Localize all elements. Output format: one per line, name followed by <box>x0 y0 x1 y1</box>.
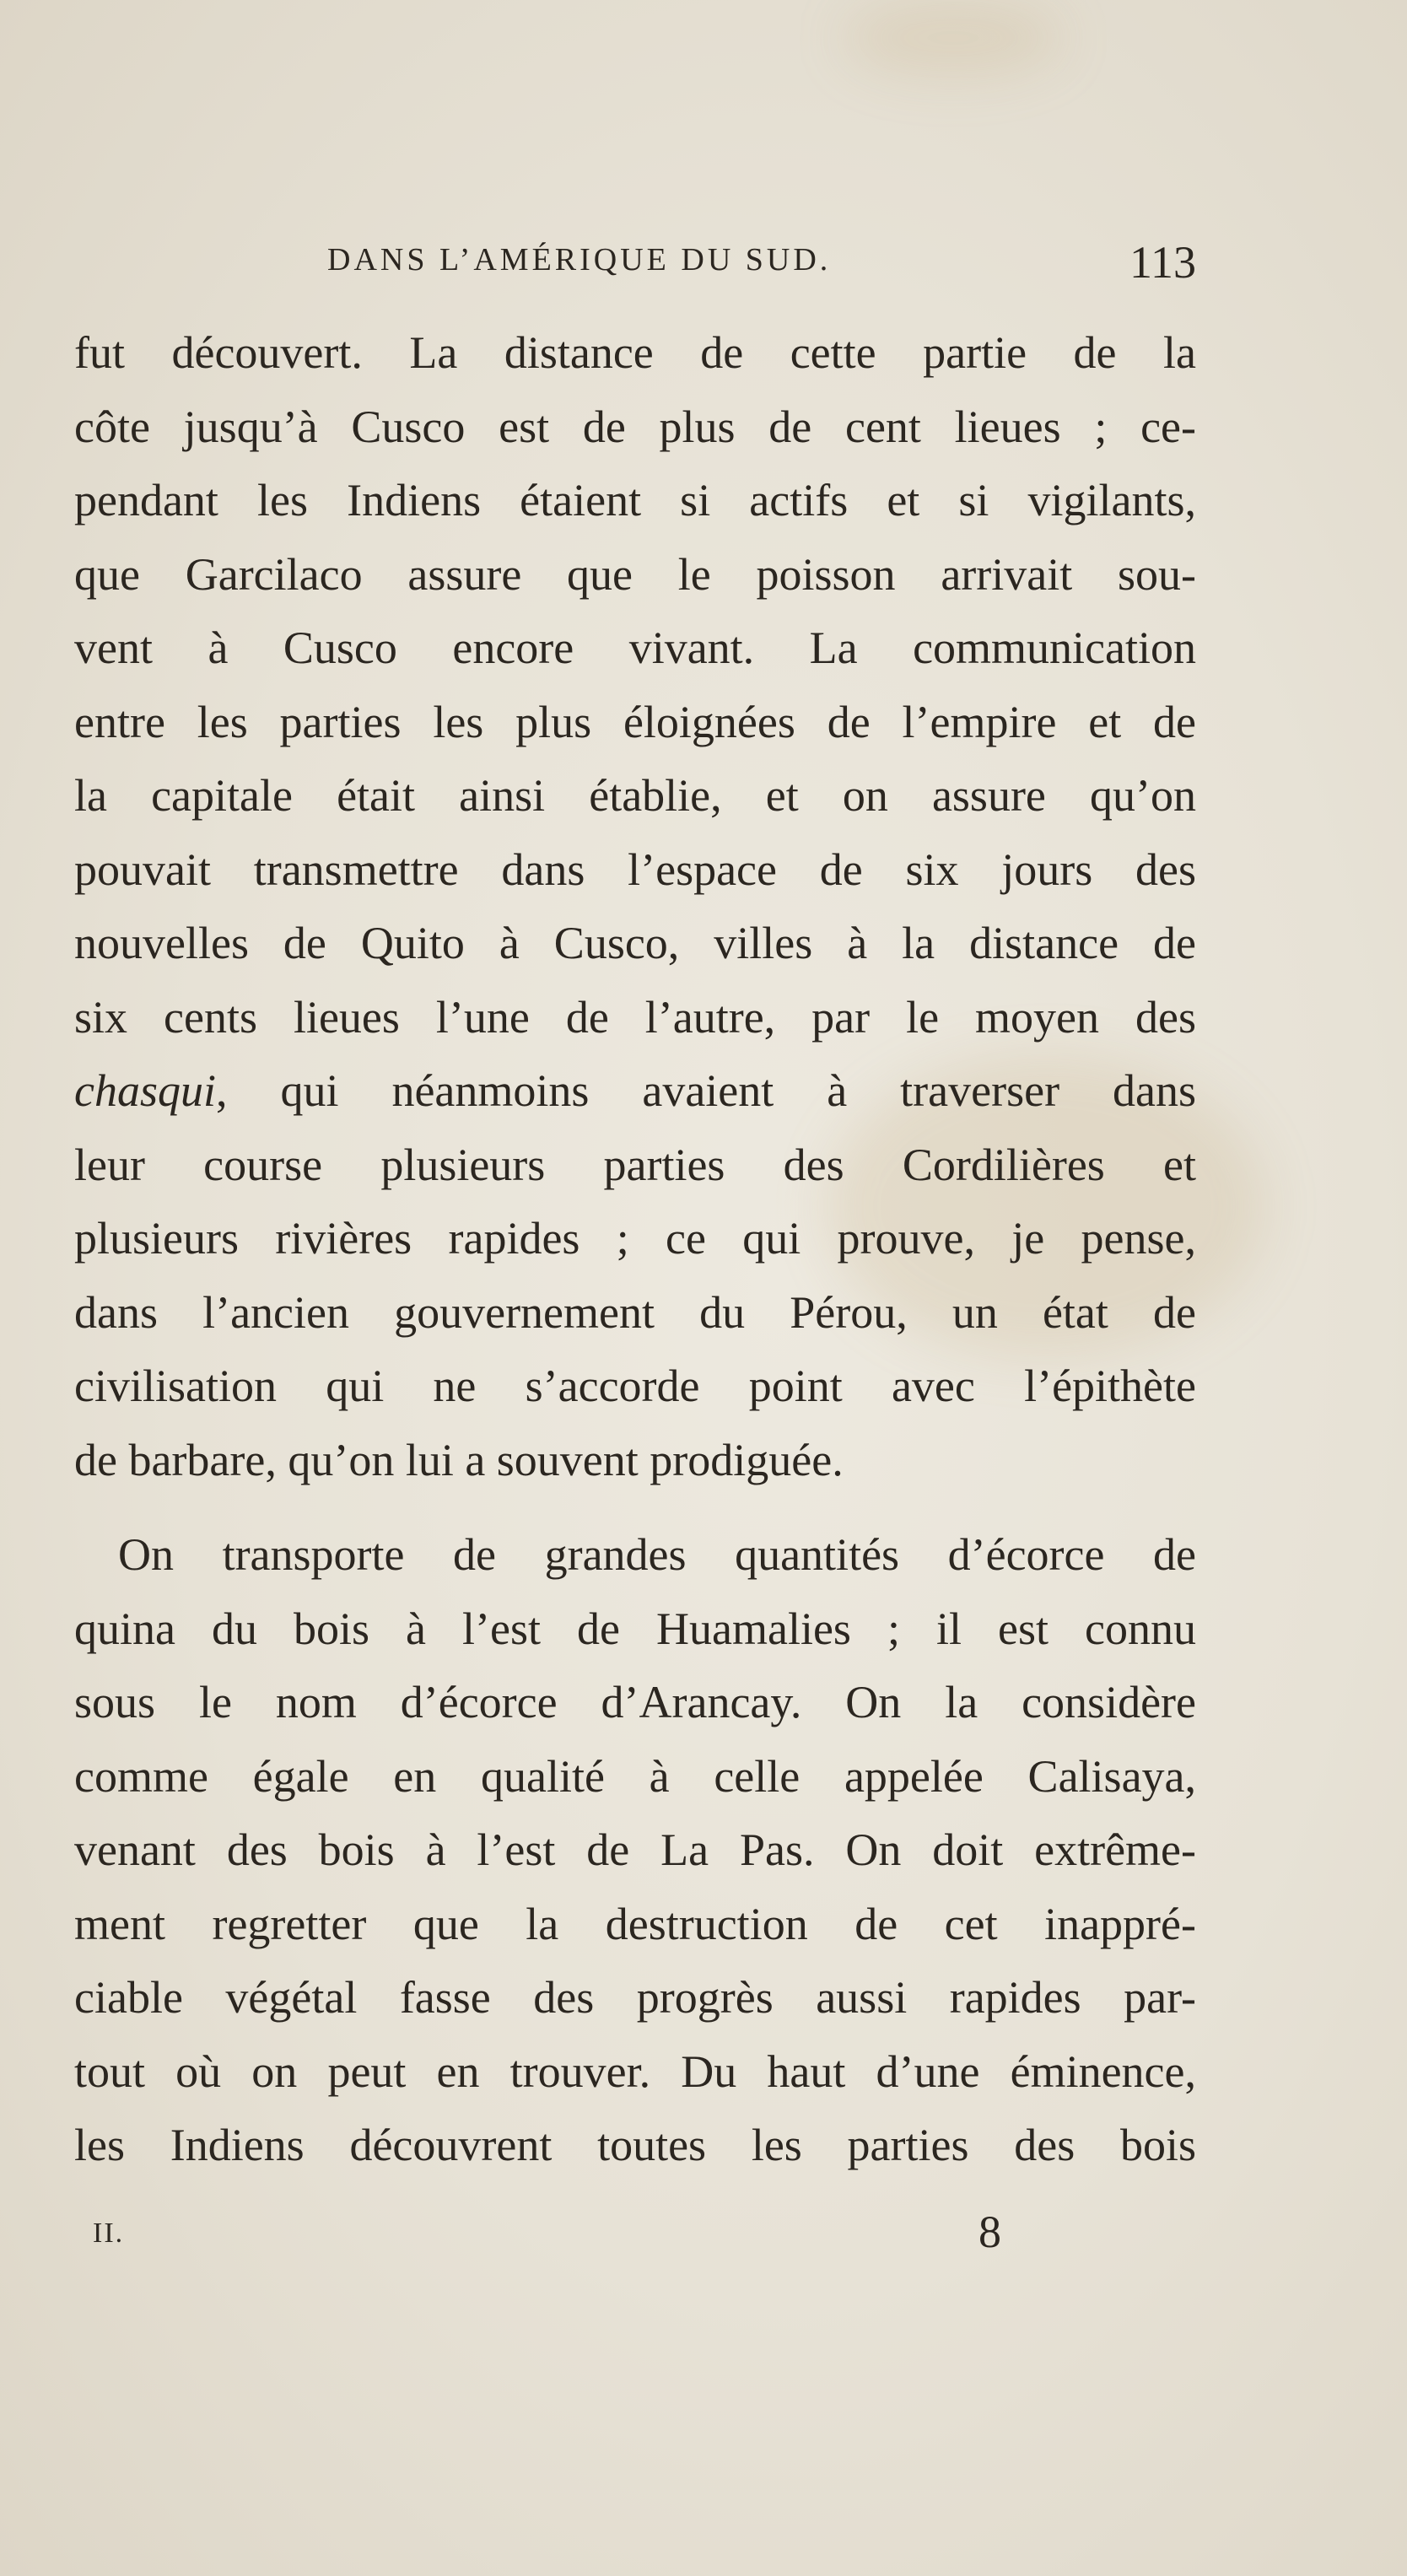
page-number: 113 <box>1129 237 1196 288</box>
running-head <box>74 236 1196 287</box>
text-line: On transporte de grandes quantités d’écorce de <box>118 1529 1196 1580</box>
text-line: que Garcilaco assure que le poisson arrivait sou- <box>74 548 1196 600</box>
text-line: tout où on peut en trouver. Du haut d’une éminence, <box>74 2045 1196 2097</box>
text-line: les Indiens découvrent toutes les parties des bois <box>74 2120 1196 2170</box>
text-line: civilisation qui ne s’accorde point avec l’épithète <box>74 1361 1196 1411</box>
text-line: pendant les Indiens étaient si actifs et si vigilants, <box>74 475 1196 525</box>
text-line: fut découvert. La distance de cette partie de la <box>74 327 1196 378</box>
italic-term: chasqui <box>74 1065 216 1116</box>
page-footer <box>74 2206 1196 2265</box>
text-line: pouvait transmettre dans l’espace de six jours des <box>74 843 1196 895</box>
text-line: venant des bois à l’est de La Pas. On doit extrême- <box>74 1824 1196 1875</box>
text-span: , qui néanmoins avaient à traverser dans <box>216 1065 1196 1116</box>
running-title: DANS L’AMÉRIQUE DU SUD. <box>327 242 832 278</box>
text-line: entre les parties les plus éloignées de l’empire et de <box>74 696 1196 747</box>
text-line: sous le nom d’écorce d’Arancay. On la considère <box>74 1677 1196 1727</box>
text-line: comme égale en qualité à celle appelée Calisaya, <box>74 1750 1196 1802</box>
text-line: de barbare, qu’on lui a souvent prodiguée. <box>74 1434 844 1485</box>
paper-stain <box>844 0 1063 76</box>
signature-mark: 8 <box>978 2207 1001 2257</box>
body-text <box>74 316 1196 2183</box>
text-line: plusieurs rivières rapides ; ce qui prouve, je pense, <box>74 1213 1196 1264</box>
text-line: ment regretter que la destruction de cet inappré- <box>74 1898 1196 1949</box>
volume-number: II. <box>93 2218 125 2249</box>
text-line: ciable végétal fasse des progrès aussi rapides par- <box>74 1972 1196 2023</box>
text-line: leur course plusieurs parties des Cordilières et <box>74 1139 1196 1190</box>
text-line: quina du bois à l’est de Huamalies ; il est connu <box>74 1603 1196 1654</box>
text-line: côte jusqu’à Cusco est de plus de cent lieues ; ce- <box>74 401 1196 452</box>
text-line <box>74 1054 1196 1129</box>
text-line: la capitale était ainsi établie, et on assure qu’on <box>74 770 1196 821</box>
text-line: six cents lieues l’une de l’autre, par le moyen des <box>74 991 1196 1043</box>
text-line: nouvelles de Quito à Cusco, villes à la distance de <box>74 918 1196 968</box>
text-line: dans l’ancien gouvernement du Pérou, un état de <box>74 1286 1196 1338</box>
text-line: vent à Cusco encore vivant. La communication <box>74 622 1196 673</box>
